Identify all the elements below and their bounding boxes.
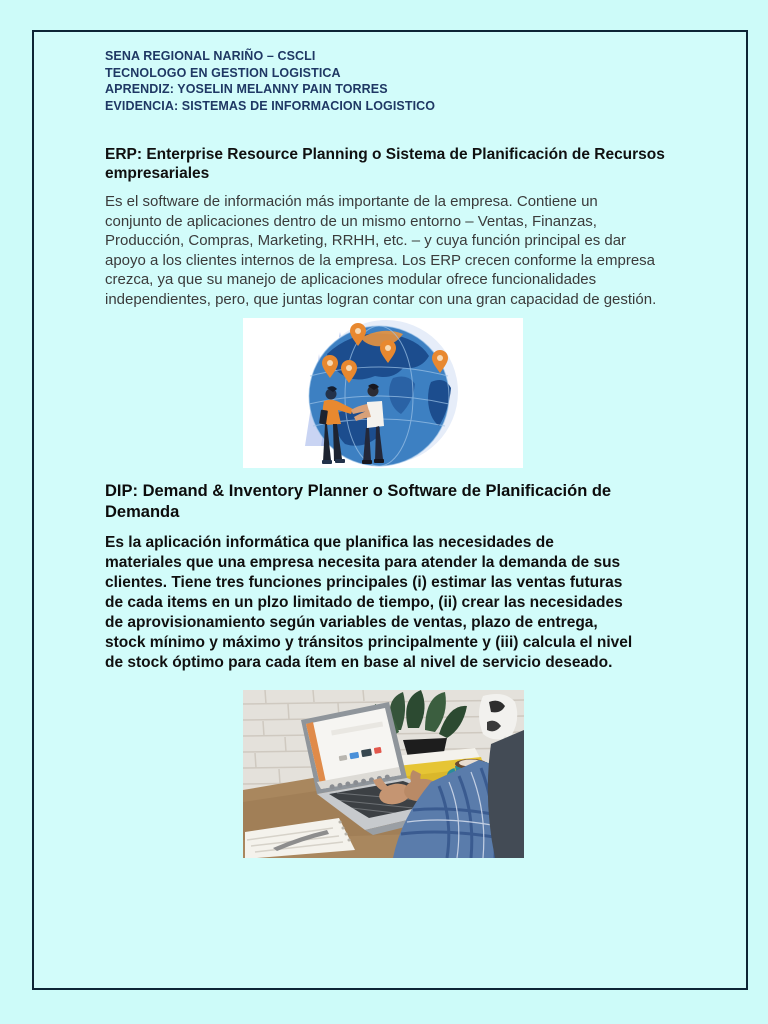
dip-heading — [105, 481, 702, 523]
erp-heading-line-1: ERP: Enterprise Resource Planning o Sistema de Planificación de Recursos — [105, 146, 665, 163]
document-header — [105, 48, 702, 114]
erp-paragraph-line: conjunto de aplicaciones dentro de un mismo entorno – Ventas, Finanzas, — [105, 212, 597, 230]
dip-paragraph-line: materiales que una empresa necesita para atender la demanda de sus — [105, 554, 621, 571]
erp-heading — [105, 145, 702, 183]
dip-paragraph-line: stock mínimo y máximo y tránsitos principalmente y (iii) calcula el nivel — [105, 634, 633, 651]
dip-heading-line-2: Demanda — [105, 503, 180, 521]
dip-paragraph-line: de stock óptimo para cada ítem en base al nivel de servicio deseado. — [105, 654, 613, 671]
erp-paragraph-line: apoyo a los clientes internos de la empresa. Los ERP crecen conforme la empresa — [105, 251, 656, 269]
page-content — [34, 32, 746, 858]
header-line-institution: SENA REGIONAL NARIÑO – CSCLI — [105, 49, 316, 63]
dip-paragraph-line: clientes. Tiene tres funciones principales (i) estimar las ventas futuras — [105, 574, 623, 591]
dip-paragraph-line: de cada items en un plzo limitado de tiempo, (ii) crear las necesidades — [105, 594, 623, 611]
dip-paragraph-line: Es la aplicación informática que planifica las necesidades de — [105, 534, 554, 551]
header-line-program: TECNOLOGO EN GESTION LOGISTICA — [105, 65, 341, 80]
globe-network-illustration — [243, 318, 523, 468]
header-line-apprentice: APRENDIZ: YOSELIN MELANNY PAIN TORRES — [105, 82, 388, 96]
document-page — [32, 30, 748, 990]
erp-paragraph-line: crezca, ya que su manejo de aplicaciones modular ofrece funcionalidades — [105, 271, 597, 288]
header-line-evidence: EVIDENCIA: SISTEMAS DE INFORMACION LOGISTICO — [105, 98, 436, 113]
dip-paragraph-line: de aprovisionamiento según variables de ventas, plazo de entrega, — [105, 614, 598, 631]
dip-heading-line-1: DIP: Demand & Inventory Planner o Software de Planificación de — [105, 482, 612, 500]
erp-paragraph-line: Producción, Compras, Marketing, RRHH, etc. – y cuya función principal es dar — [105, 232, 627, 249]
laptop-typing-photo — [243, 690, 524, 858]
erp-paragraph-line: Es el software de información más importante de la empresa. Contiene un — [105, 193, 598, 210]
erp-paragraph — [105, 192, 702, 309]
dip-paragraph — [105, 533, 702, 673]
erp-heading-line-2: empresariales — [105, 165, 210, 182]
erp-paragraph-line: independientes, pero, que juntas logran contar con una gran capacidad de gestión. — [105, 290, 657, 308]
